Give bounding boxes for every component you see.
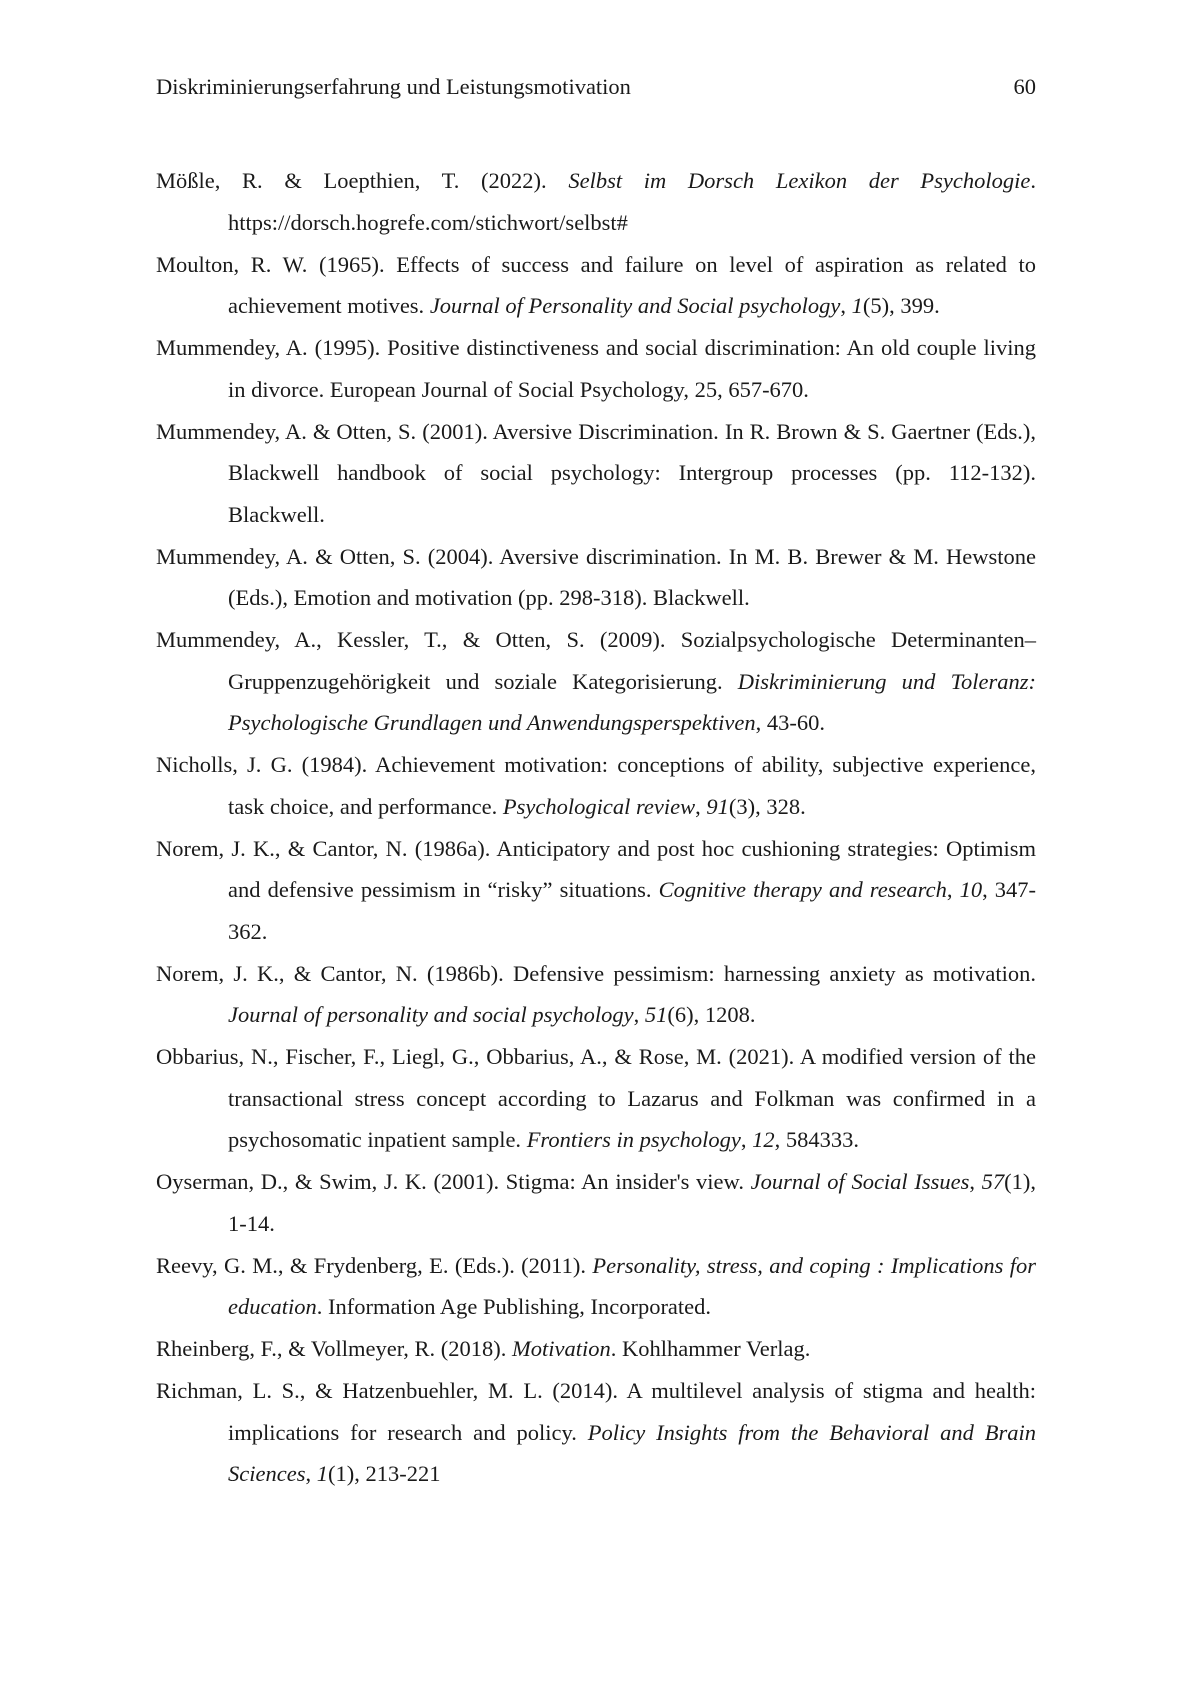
- reference-text: ,: [969, 1169, 982, 1194]
- reference-italic-text: Frontiers in psychology: [526, 1127, 741, 1152]
- reference-entry: [156, 619, 1036, 744]
- reference-text: ,: [740, 1127, 753, 1152]
- reference-text: . Information Age Publishing, Incorporated.: [316, 1294, 712, 1319]
- reference-text: Norem, J. K., & Cantor, N. (1986a). Anticipatory and post hoc cushioning strategies: Optimism and defensive pessimism in “risky” situations.: [156, 835, 1036, 902]
- reference-text: ,: [946, 877, 960, 902]
- reference-italic-text: Journal of personality and social psychology: [228, 1002, 634, 1027]
- reference-text: Mößle, R. & Loepthien, T. (2022).: [156, 168, 569, 193]
- reference-text: ,: [840, 293, 852, 318]
- reference-text: Mummendey, A. & Otten, S. (2001). Aversive Discrimination. In R. Brown & S. Gaertner (Eds.), Blackwell handbook of social psychology: Intergroup processes (pp. 112-132). Blackwell.: [156, 418, 1036, 527]
- page-number: 60: [1013, 74, 1036, 99]
- running-header: [156, 72, 1036, 102]
- reference-italic-text: Personality, stress, and coping : Implications for education: [228, 1252, 1036, 1319]
- reference-text: Mummendey, A., Kessler, T., & Otten, S. (2009). Sozialpsychologische Determinanten–Gruppenzugehörigkeit und soziale Kategorisierung.: [156, 627, 1036, 694]
- reference-text: Norem, J. K., & Cantor, N. (1986b). Defensive pessimism: harnessing anxiety as motivation.: [156, 960, 1036, 986]
- reference-text: . Kohlhammer Verlag.: [610, 1336, 811, 1361]
- reference-text: , 43-60.: [755, 710, 825, 735]
- reference-italic-text: Diskriminierung und Toleranz: Psychologische Grundlagen und Anwendungsperspektiven: [228, 668, 1037, 735]
- reference-text: Richman, L. S., & Hatzenbuehler, M. L. (2014). A multilevel analysis of stigma and health: implications for research and policy.: [156, 1378, 1036, 1445]
- reference-entry: [156, 1036, 1036, 1161]
- reference-text: (3), 328.: [728, 793, 806, 819]
- reference-entry: [156, 327, 1036, 410]
- reference-italic-text: 1: [851, 293, 863, 318]
- reference-italic-text: Cognitive therapy and research: [658, 877, 947, 902]
- reference-text: Obbarius, N., Fischer, F., Liegl, G., Obbarius, A., & Rose, M. (2021). A modified version of the transactional stress concept according to Lazarus and Folkman was confirmed in a psychosomatic inpatient sample.: [156, 1044, 1036, 1152]
- reference-text: . https://dorsch.hogrefe.com/stichwort/selbst#: [228, 168, 1037, 235]
- reference-italic-text: 51: [644, 1002, 668, 1027]
- reference-entry: [156, 1161, 1036, 1244]
- reference-italic-text: Journal of Personality and Social psychology: [429, 293, 841, 318]
- reference-italic-text: Journal of Social Issues: [750, 1169, 970, 1194]
- reference-entry: [156, 160, 1036, 243]
- reference-italic-text: Psychological review: [502, 793, 696, 819]
- reference-entry: [156, 411, 1036, 536]
- reference-italic-text: Motivation: [512, 1336, 611, 1361]
- reference-text: Oyserman, D., & Swim, J. K. (2001). Stigma: An insider's view.: [156, 1169, 751, 1194]
- reference-text: , 584333.: [774, 1127, 859, 1152]
- reference-text: (5), 399.: [862, 293, 940, 318]
- reference-italic-text: 1: [316, 1461, 328, 1486]
- reference-text: Moulton, R. W. (1965). Effects of success and failure on level of aspiration as related to achievement motives.: [156, 251, 1036, 318]
- reference-entry: [156, 1328, 1036, 1370]
- reference-italic-text: 12: [752, 1127, 775, 1152]
- reference-italic-text: Policy Insights from the Behavioral and Brain Sciences: [228, 1419, 1036, 1486]
- reference-text: ,: [633, 1002, 645, 1027]
- reference-text: Nicholls, J. G. (1984). Achievement motivation: conceptions of ability, subjective experience, task choice, and performance.: [156, 752, 1036, 819]
- running-title: Diskriminierungserfahrung und Leistungsmotivation: [156, 74, 631, 99]
- reference-text: ,: [305, 1461, 317, 1486]
- reference-text: , 347-362.: [228, 877, 1037, 944]
- reference-entry: [156, 828, 1036, 953]
- reference-entry: [156, 536, 1036, 619]
- reference-text: (1), 213-221: [327, 1461, 441, 1486]
- reference-italic-text: Selbst im Dorsch Lexikon der Psychologie: [568, 168, 1031, 193]
- reference-italic-text: 57: [981, 1169, 1005, 1194]
- reference-text: Mummendey, A. (1995). Positive distinctiveness and social discrimination: An old couple living in divorce. European Journal of Social Psychology, 25, 657-670.: [156, 335, 1036, 402]
- reference-text: (6), 1208.: [667, 1002, 756, 1027]
- reference-entry: [156, 244, 1036, 327]
- reference-italic-text: 10: [959, 877, 983, 902]
- reference-entry: [156, 1370, 1036, 1495]
- reference-text: Rheinberg, F., & Vollmeyer, R. (2018).: [156, 1336, 513, 1361]
- reference-text: Reevy, G. M., & Frydenberg, E. (Eds.). (2011).: [156, 1252, 593, 1278]
- reference-entry: [156, 744, 1036, 827]
- reference-text: Mummendey, A. & Otten, S. (2004). Aversive discrimination. In M. B. Brewer & M. Hewstone (Eds.), Emotion and motivation (pp. 298-318). Blackwell.: [156, 543, 1036, 610]
- reference-italic-text: 91: [706, 793, 729, 819]
- reference-entry: [156, 953, 1036, 1036]
- reference-entry: [156, 1245, 1036, 1328]
- reference-list: [156, 160, 1036, 1495]
- reference-text: (1), 1-14.: [228, 1169, 1037, 1236]
- reference-text: ,: [695, 793, 707, 819]
